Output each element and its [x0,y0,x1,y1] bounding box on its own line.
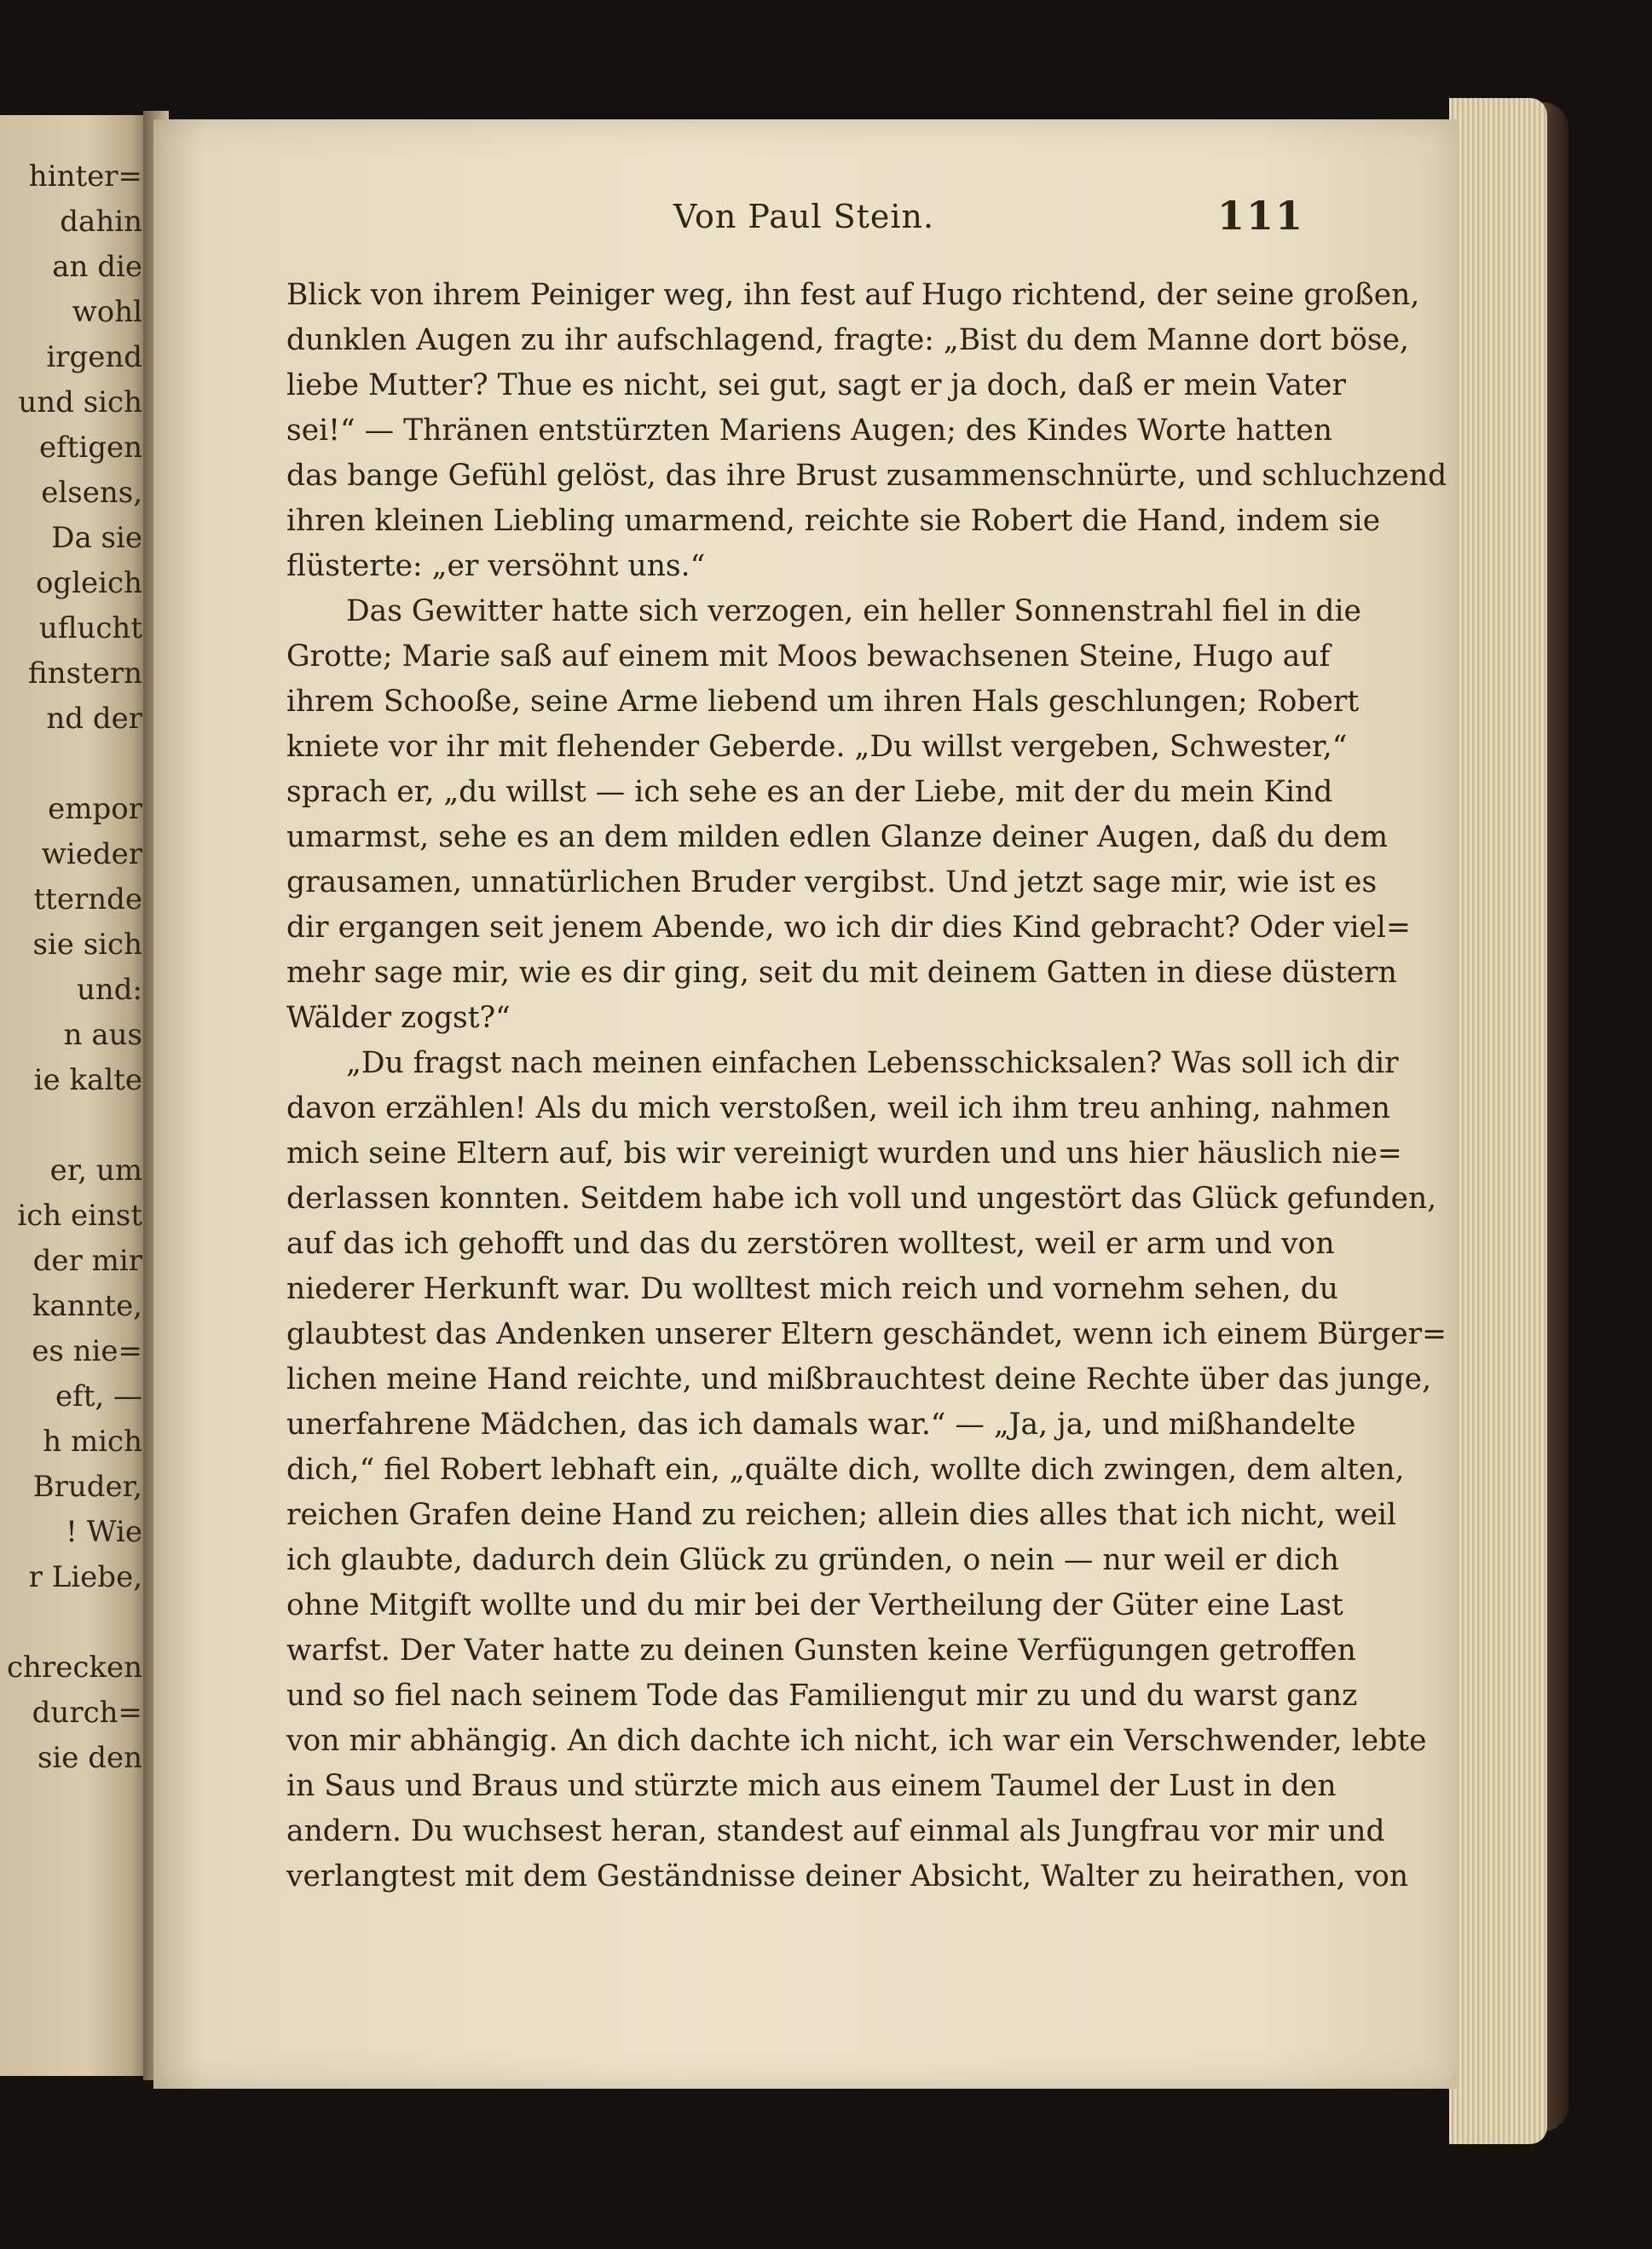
text-line: auf das ich gehofft und das du zerstören wolltest, weil er arm und von [286,1227,1335,1261]
left-page-fragment: tternde [33,882,142,916]
text-line: dunklen Augen zu ihr aufschlagend, fragte: „Bist du dem Manne dort böse, [286,323,1409,357]
left-page-fragment: uflucht [38,611,142,645]
left-page-fragment: der mir [32,1244,142,1278]
text-line: mehr sage mir, wie es dir ging, seit du mit deinem Gatten in diese düstern [286,956,1397,990]
text-line: ihrem Schooße, seine Arme liebend um ihren Hals geschlungen; Robert [286,685,1360,719]
text-line: derlassen konnten. Seitdem habe ich voll und ungestört das Glück gefunden, [286,1182,1437,1216]
left-page-fragment: empor [48,792,142,826]
text-line: Das Gewitter hatte sich verzogen, ein heller Sonnenstrahl fiel in die [346,594,1361,628]
text-line: niederer Herkunft war. Du wolltest mich reich und vornehm sehen, du [286,1272,1338,1306]
left-page-fragment: wieder [41,837,142,871]
text-line: Blick von ihrem Peiniger weg, ihn fest auf Hugo richtend, der seine großen, [286,278,1420,312]
text-line: warfst. Der Vater hatte zu deinen Gunsten keine Verfügungen getroffen [286,1633,1356,1668]
left-page-fragment: nd der [46,702,142,736]
text-line: kniete vor ihr mit flehender Geberde. „Du willst vergeben, Schwester,“ [286,730,1348,764]
left-page-fragment: er, um [49,1153,142,1188]
left-page-fragment: h mich [43,1425,142,1459]
text-line: ohne Mitgift wollte und du mir bei der Vertheilung der Güter eine Last [286,1588,1343,1622]
left-page-fragment: und sich [18,385,142,419]
left-page-fragment: an die [52,250,142,284]
text-line: dir ergangen seit jenem Abende, wo ich dir dies Kind gebracht? Oder viel= [286,911,1411,945]
left-page-fragment: kannte, [32,1289,142,1323]
text-line: flüsterte: „er versöhnt uns.“ [286,549,706,583]
text-line: davon erzählen! Als du mich verstoßen, weil ich ihm treu anhing, nahmen [286,1091,1391,1125]
left-page-fragment: eftigen [38,431,142,465]
left-page-fragment: eft, — [55,1379,142,1414]
text-line: umarmst, sehe es an dem milden edlen Glanze deiner Augen, daß du dem [286,820,1389,854]
left-page-fragment: finstern [28,656,142,691]
text-line: andern. Du wuchsest heran, standest auf einmal als Jungfrau vor mir und [286,1814,1385,1848]
running-head-title: Von Paul Stein. [673,198,935,235]
text-line: dich,“ fiel Robert lebhaft ein, „quälte dich, wollte dich zwingen, dem alten, [286,1453,1405,1487]
text-line: ihren kleinen Liebling umarmend, reichte sie Robert die Hand, indem sie [286,504,1381,538]
text-line: reichen Grafen deine Hand zu reichen; allein dies alles that ich nicht, weil [286,1498,1397,1532]
left-page-fragment: chrecken [7,1651,142,1685]
text-line: verlangtest mit dem Geständnisse deiner Absicht, Walter zu heirathen, von [286,1859,1409,1893]
text-line: liebe Mutter? Thue es nicht, sei gut, sagt er ja doch, daß er mein Vater [286,368,1346,402]
left-facing-page [0,115,147,2076]
text-line: mich seine Eltern auf, bis wir vereinigt wurden und uns hier häuslich nie= [286,1136,1402,1171]
left-page-fragment: wohl [72,295,142,329]
text-line: glaubtest das Andenken unserer Eltern geschändet, wenn ich einem Bürger= [286,1317,1447,1351]
text-line: unerfahrene Mädchen, das ich damals war.“ — „Ja, ja, und mißhandelte [286,1408,1356,1442]
left-page-fragment: ogleich [35,566,142,600]
left-page-fragment: hinter= [28,159,142,194]
left-page-fragment: ie kalte [33,1063,142,1097]
left-page-fragment: durch= [32,1696,142,1730]
text-line: in Saus und Braus und stürzte mich aus einem Taumel der Lust in den [286,1769,1337,1803]
left-page-fragment: Bruder, [32,1470,142,1504]
text-line: lichen meine Hand reichte, und mißbrauchtest deine Rechte über das junge, [286,1362,1432,1396]
running-head [0,193,1652,240]
page-number: 111 [1217,193,1305,239]
page-edges [1449,98,1547,2144]
left-page-fragment: und: [76,973,142,1007]
text-line: sprach er, „du willst — ich sehe es an der Liebe, mit der du mein Kind [286,775,1333,809]
text-line: Wälder zogst?“ [286,1001,511,1035]
left-page-fragment: ! Wie [66,1515,142,1549]
left-page-fragment: elsens, [41,476,142,510]
text-line: ich glaubte, dadurch dein Glück zu gründen, o nein — nur weil er dich [286,1543,1339,1577]
left-page-fragment: sie den [37,1741,142,1775]
left-page-fragment: irgend [46,340,142,374]
left-page-fragment: r Liebe, [28,1560,142,1594]
text-line: sei!“ — Thränen entstürzten Mariens Augen; des Kindes Worte hatten [286,413,1332,448]
left-page-fragment: dahin [60,205,142,239]
left-page-fragment: ich einst [17,1199,142,1233]
left-page-fragment: Da sie [51,521,142,555]
text-line: das bange Gefühl gelöst, das ihre Brust zusammenschnürte, und schluchzend [286,459,1447,493]
text-line: von mir abhängig. An dich dachte ich nicht, ich war ein Verschwender, lebte [286,1724,1427,1758]
text-line: und so fiel nach seinem Tode das Familiengut mir zu und du warst ganz [286,1679,1358,1713]
text-line: grausamen, unnatürlichen Bruder vergibst. Und jetzt sage mir, wie ist es [286,865,1378,899]
left-page-fragment: n aus [63,1018,142,1052]
text-line: „Du fragst nach meinen einfachen Lebensschicksalen? Was soll ich dir [346,1046,1399,1080]
left-page-fragment: es nie= [32,1334,142,1368]
text-line: Grotte; Marie saß auf einem mit Moos bewachsenen Steine, Hugo auf [286,639,1331,674]
left-page-fragment: sie sich [32,928,142,962]
body-text [286,273,1447,1899]
